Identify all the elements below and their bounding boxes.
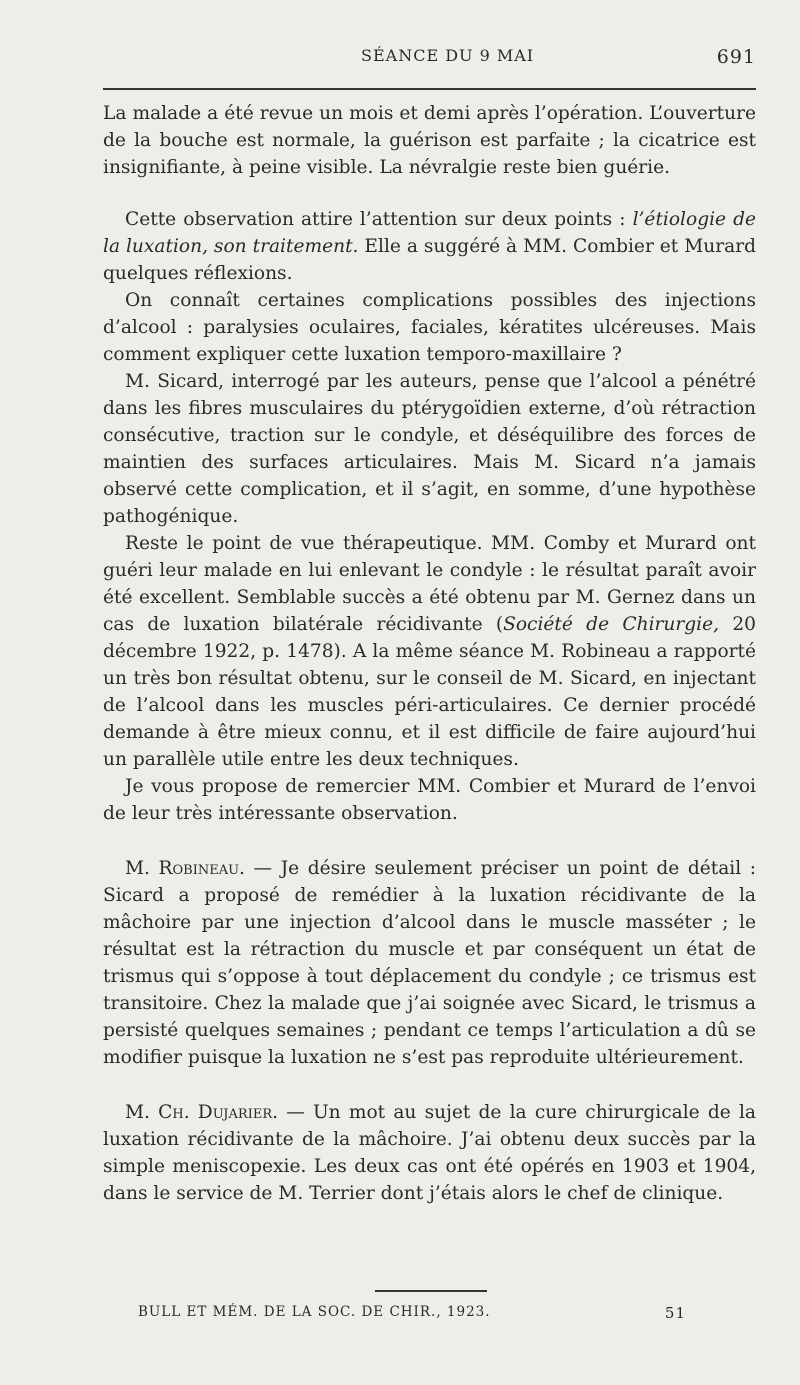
paragraph-sicard: M. Sicard, interrogé par les auteurs, pense que l’alcool a pénétré dans les fibres musculaires du ptérygoïdien externe, d’où rétraction consécutive, traction sur le condyle, et déséquilibre des forces de maintien des surfaces articulaires. Mais M. Sicard n’a jamais observé cette complication, et il s’agit, en somme, d’une hypothèse pathogénique. <box>103 371 756 527</box>
text-run: — Un mot au sujet de la cure chirurgicale de la luxation récidivante de la mâchoire. J’ai obtenu deux succès par la simple meniscopexie. Les deux cas ont été opérés en 1903 et 1904, dans le service de M. Terrier dont j’étais alors le chef de clinique. <box>103 1102 756 1204</box>
page-footer <box>138 1304 686 1326</box>
italic-run: l’étiologie de la luxation, son traitement. <box>103 209 756 257</box>
running-title: SÉANCE DU 9 MAI <box>361 46 535 65</box>
signature-number: 51 <box>664 1304 686 1322</box>
paragraph-thanks: Je vous propose de remercier MM. Combier et Murard de l’envoi de leur très intéressante observation. <box>103 776 756 824</box>
paragraph-dujarier <box>103 1099 756 1207</box>
body-text <box>103 100 756 1207</box>
text-run: — Je désire seulement préciser un point de détail : Sicard a proposé de remédier à la luxation récidivante de la mâchoire par une injection d’alcool dans le muscle masséter ; le résultat est la rétraction du muscle et par conséquent un état de trismus qui s’oppose à tout déplacement du condyle ; ce trismus est transitoire. Chez la malade que j’ai soignée avec Sicard, le trismus a persisté quelques semaines ; pendant ce temps l’articulation a dû se modifier puisque la luxation ne s’est pas reproduite ultérieurement. <box>103 858 757 1068</box>
journal-reference: BULL ET MÉM. DE LA SOC. DE CHIR., 1923. <box>138 1304 491 1320</box>
paragraph-robineau <box>103 855 756 1071</box>
paragraph-therapeutic <box>103 530 756 773</box>
header-rule <box>103 88 756 90</box>
speaker-name: M. Robineau. <box>125 858 245 879</box>
paragraph-complications: On connaît certaines complications possibles des injections d’alcool : paralysies oculaires, faciales, kératites ulcéreuses. Mais comment expliquer cette luxation temporo-maxillaire ? <box>103 290 756 365</box>
paragraph-recovery: La malade a été revue un mois et demi après l’opération. L’ouverture de la bouche est normale, la guérison est parfaite ; la cicatrice est insignifiante, à peine visible. La névralgie reste bien guérie. <box>103 103 756 178</box>
footer-rule <box>375 1290 487 1292</box>
italic-run: Société de Chirurgie, <box>503 614 720 635</box>
text-run: 20 décembre 1922, p. 1478). A la même séance M. Robineau a rapporté un très bon résultat obtenu, sur le conseil de M. Sicard, en injectant de l’alcool dans les muscles péri-articulaires. Ce dernier procédé demande à être mieux connu, et il est difficile de faire aujourd’hui un parallèle utile entre les deux techniques. <box>103 614 756 770</box>
text-run: Cette observation attire l’attention sur deux points : <box>125 209 633 230</box>
paragraph-observation <box>103 206 756 287</box>
running-header <box>103 46 756 72</box>
speaker-name: M. Ch. Dujarier. <box>125 1102 279 1123</box>
page-number: 691 <box>716 46 756 68</box>
text-run: Reste le point de vue thérapeutique. MM. Comby et Murard ont guéri leur malade en lui enlevant le condyle : le résultat paraît avoir été excellent. Semblable succès a été obtenu par M. Gernez dans un cas de luxation bilatérale récidivante ( <box>103 533 756 635</box>
text-run: Elle a suggéré à MM. Combier et Murard quelques réflexions. <box>103 236 756 284</box>
